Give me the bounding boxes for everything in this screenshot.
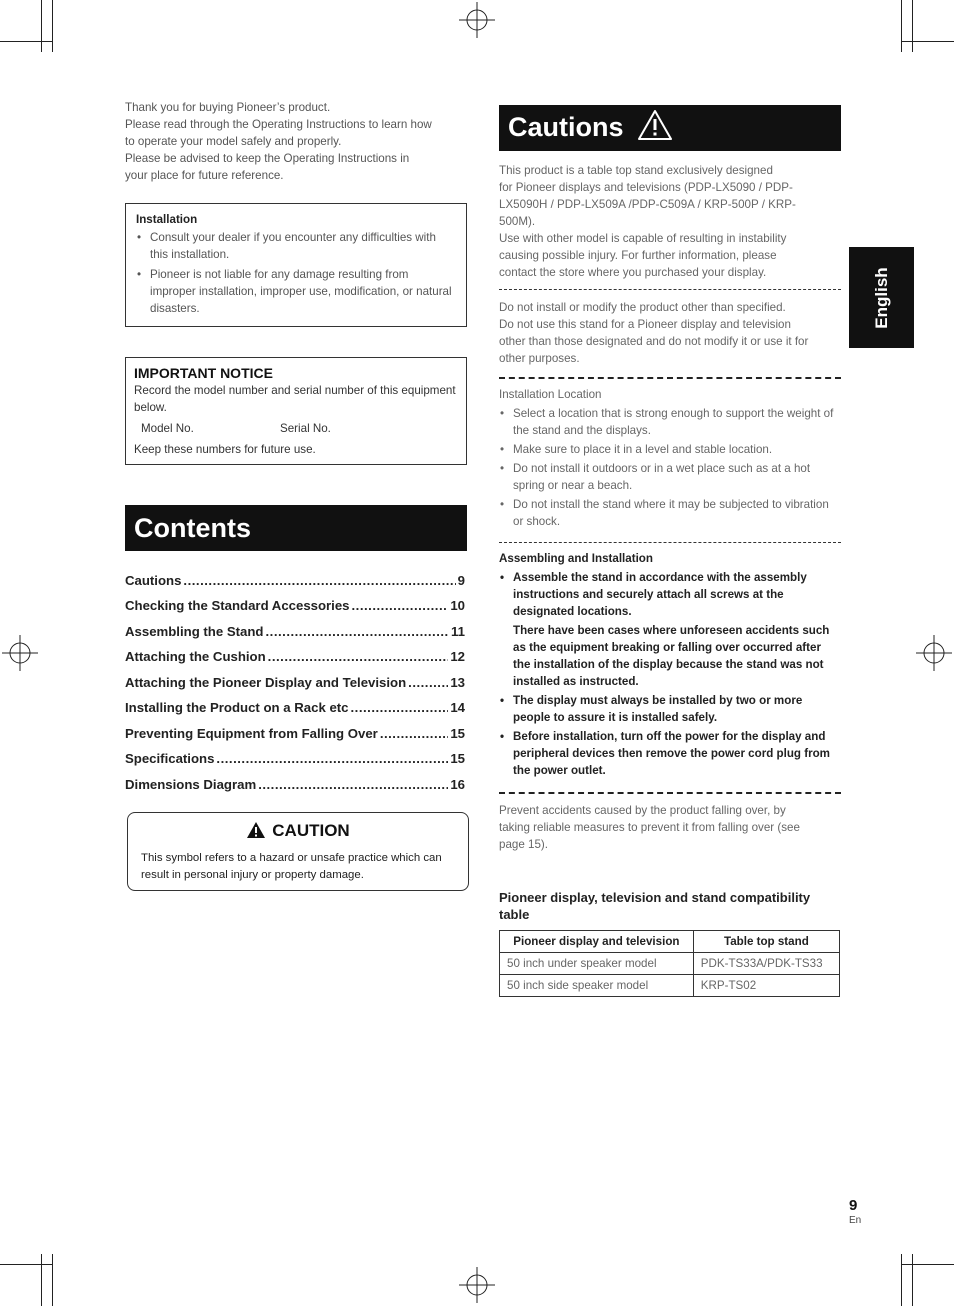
- toc-title: Dimensions Diagram: [125, 776, 257, 792]
- divider: [499, 289, 841, 290]
- crop-mark: [901, 1254, 902, 1306]
- divider: [499, 377, 841, 379]
- toc-entry[interactable]: [125, 639, 465, 665]
- toc-entry[interactable]: [125, 766, 465, 792]
- table-row: [500, 953, 840, 975]
- location-item: • Make sure to place it in a level and stable location.: [499, 441, 841, 458]
- toc-page: 15: [450, 725, 465, 741]
- toc-title: Checking the Standard Accessories: [125, 598, 350, 613]
- assembling-section: [499, 550, 841, 781]
- toc-entry[interactable]: [125, 715, 465, 741]
- installation-item: • Consult your dealer if you encounter any difficulties with this installation.: [136, 229, 456, 263]
- crop-mark: [912, 0, 913, 52]
- important-notice-footer: Keep these numbers for future use.: [134, 443, 316, 456]
- assembling-item: • Before installation, turn off the power for the display and peripheral devices then remove the power cord plug from the power outlet.: [499, 728, 841, 779]
- toc-title: Preventing Equipment from Falling Over: [125, 725, 378, 741]
- toc-entry[interactable]: [125, 613, 465, 639]
- crop-mark: [902, 1264, 954, 1265]
- important-notice-title: IMPORTANT NOTICE: [134, 365, 273, 381]
- assembling-item: • The display must always be installed by two or more people to assure it is installed safely.: [499, 692, 841, 726]
- installation-title: Installation: [136, 213, 198, 226]
- column-header: Pioneer display and television: [500, 931, 694, 953]
- serial-no-label: Serial No.: [280, 422, 331, 435]
- toc-title: Installing the Product on a Rack etc: [125, 700, 349, 715]
- location-item: • Do not install it outdoors or in a wet place such as at a hot spring or near a beach.: [499, 460, 841, 494]
- registration-mark-left: [2, 635, 38, 671]
- toc-page: 10: [450, 598, 465, 613]
- text-line: Prevent accidents caused by the product falling over, by: [499, 804, 786, 817]
- text-line: Do not install or modify the product other than specified.: [499, 301, 786, 314]
- cautions-paragraph-1: [499, 162, 841, 281]
- intro-text: [125, 99, 470, 184]
- page-language: En: [849, 1215, 862, 1226]
- divider: [499, 542, 841, 543]
- assembling-note: There have been cases where unforeseen accidents such as the equipment breaking or falling over occurred after the installation of the display because the stand was not installed as instructed.: [513, 624, 830, 688]
- compatibility-table: [499, 930, 840, 997]
- prevent-paragraph: [499, 802, 841, 853]
- text-line: other than those designated and do not modify it or use it for: [499, 335, 809, 348]
- toc-title: Attaching the Pioneer Display and Television: [125, 674, 407, 690]
- toc-title: Specifications: [125, 751, 215, 766]
- caution-symbol-box: [127, 812, 469, 891]
- crop-mark: [41, 1254, 42, 1306]
- toc-title: Cautions: [125, 572, 182, 588]
- text-line: Use with other model is capable of resulting in instability: [499, 232, 787, 245]
- page-number: 9: [849, 1197, 858, 1214]
- toc-entry[interactable]: [125, 664, 465, 690]
- important-notice-box: [125, 357, 467, 465]
- toc-page: 13: [450, 674, 465, 690]
- toc-page: 9: [457, 572, 465, 588]
- location-item: • Do not install the stand where it may be subjected to vibration or shock.: [499, 496, 841, 530]
- text-line: contact the store where you purchased your display.: [499, 266, 767, 279]
- crop-mark: [52, 0, 53, 52]
- table-cell: KRP-TS02: [693, 975, 839, 997]
- toc-title: Attaching the Cushion: [125, 649, 266, 664]
- warning-triangle-icon: [637, 109, 673, 141]
- text-line: 500M).: [499, 215, 536, 228]
- toc-page: 14: [450, 700, 465, 715]
- caution-text: This symbol refers to a hazard or unsafe practice which can result in personal injury or property damage.: [141, 852, 442, 881]
- location-item: • Select a location that is strong enough to support the weight of the stand and the displays.: [499, 405, 841, 439]
- text-line: This product is a table top stand exclusively designed: [499, 164, 773, 177]
- registration-mark-right: [916, 635, 952, 671]
- intro-line: Please be advised to keep the Operating Instructions in: [125, 152, 410, 165]
- toc-entry[interactable]: [125, 690, 465, 716]
- crop-mark: [0, 41, 52, 42]
- cautions-heading: [499, 105, 841, 151]
- table-row: [500, 975, 840, 997]
- divider: [499, 792, 841, 794]
- model-no-label: Model No.: [141, 422, 194, 435]
- warning-triangle-icon: [246, 821, 266, 839]
- cautions-heading-text: Cautions: [508, 112, 624, 142]
- toc-page: 12: [450, 649, 465, 664]
- text-line: page 15).: [499, 838, 548, 851]
- installation-location-title: Installation Location: [499, 388, 602, 401]
- compatibility-title: Pioneer display, television and stand compatibility table: [499, 890, 811, 922]
- table-cell: 50 inch side speaker model: [500, 975, 694, 997]
- crop-mark: [52, 1254, 53, 1306]
- assembling-item: • Assemble the stand in accordance with the assembly instructions and securely attach all screws at the designated locations.: [499, 569, 841, 620]
- intro-line: Thank you for buying Pioneer’s product.: [125, 101, 331, 114]
- toc-page: 16: [450, 776, 465, 792]
- crop-mark: [0, 1264, 52, 1265]
- table-of-contents: [125, 562, 465, 792]
- registration-mark-bottom: [459, 1267, 495, 1303]
- registration-mark-top: [459, 2, 495, 38]
- contents-heading: Contents: [125, 505, 467, 551]
- toc-entry[interactable]: [125, 562, 465, 588]
- toc-entry[interactable]: [125, 588, 465, 614]
- installation-box: [125, 203, 467, 327]
- language-tab: [849, 247, 914, 348]
- crop-mark: [901, 0, 902, 52]
- installation-item: • Pioneer is not liable for any damage resulting from improper installation, improper use, modification, or natural disasters.: [136, 266, 456, 317]
- intro-line: Please read through the Operating Instructions to learn how: [125, 118, 432, 131]
- text-line: causing possible injury. For further information, please: [499, 249, 777, 262]
- cautions-paragraph-2: [499, 299, 841, 367]
- assembling-title: Assembling and Installation: [499, 552, 653, 565]
- intro-line: to operate your model safely and properly.: [125, 135, 342, 148]
- toc-entry[interactable]: [125, 741, 465, 767]
- table-header-row: [500, 931, 840, 953]
- toc-page: 11: [451, 623, 465, 639]
- crop-mark: [912, 1254, 913, 1306]
- text-line: for Pioneer displays and televisions (PDP-LX5090 / PDP-: [499, 181, 793, 194]
- text-line: LX5090H / PDP-LX509A /PDP-C509A / KRP-500P / KRP-: [499, 198, 796, 211]
- caution-heading: [128, 821, 468, 841]
- text-line: other purposes.: [499, 352, 580, 365]
- intro-line: your place for future reference.: [125, 169, 284, 182]
- toc-page: 15: [450, 751, 465, 766]
- table-cell: 50 inch under speaker model: [500, 953, 694, 975]
- crop-mark: [41, 0, 42, 52]
- crop-mark: [902, 41, 954, 42]
- caution-heading-text: CAUTION: [272, 821, 350, 840]
- column-header: Table top stand: [693, 931, 839, 953]
- toc-title: Assembling the Stand: [125, 623, 264, 639]
- important-notice-text: Record the model number and serial number of this equipment below.: [134, 384, 456, 414]
- text-line: Do not use this stand for a Pioneer display and television: [499, 318, 791, 331]
- installation-location-section: [499, 386, 841, 532]
- table-cell: PDK-TS33A/PDK-TS33: [693, 953, 839, 975]
- text-line: taking reliable measures to prevent it from falling over (see: [499, 821, 800, 834]
- language-tab-label: English: [871, 266, 891, 329]
- model-serial-row: [141, 420, 458, 437]
